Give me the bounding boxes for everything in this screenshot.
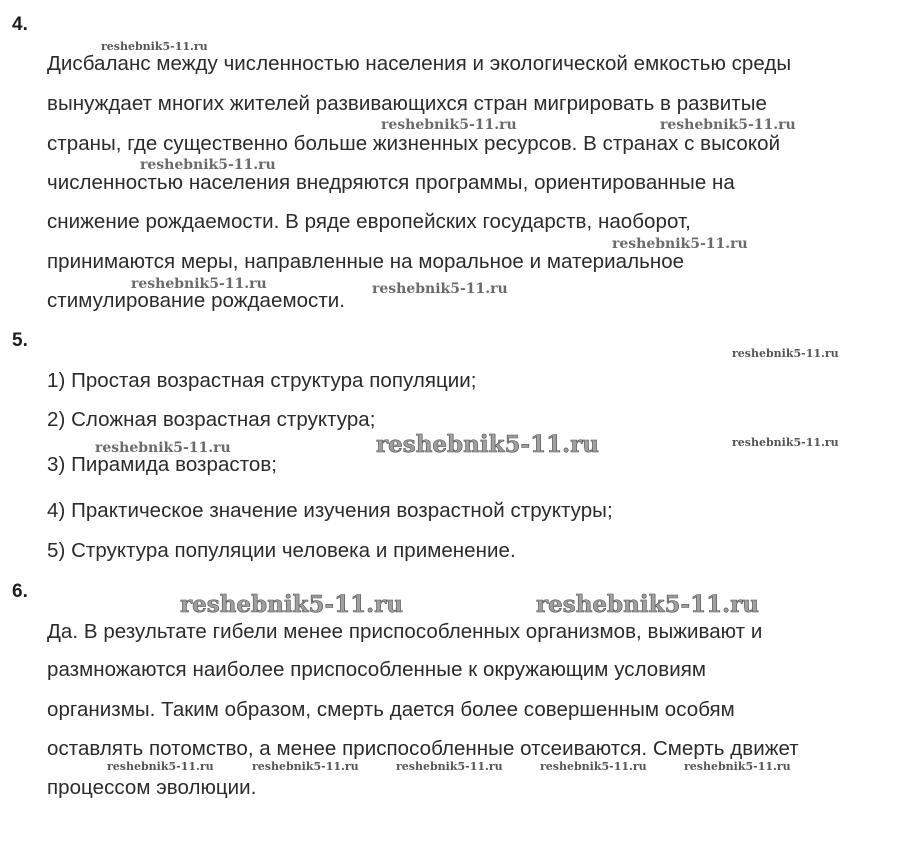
section-6-line-3: организмы. Таким образом, смерть дается более совершенным особям <box>47 698 735 721</box>
section-6-line-1: Да. В результате гибели менее приспособленных организмов, выживают и <box>47 620 763 643</box>
watermark: reshebnik5-11.ru <box>372 281 508 297</box>
section-number-5: 5. <box>12 330 28 351</box>
watermark: reshebnik5-11.ru <box>376 431 599 458</box>
watermark: reshebnik5-11.ru <box>107 760 214 773</box>
section-number-4: 4. <box>12 14 28 35</box>
watermark: reshebnik5-11.ru <box>540 760 647 773</box>
section-number-6: 6. <box>12 581 28 602</box>
section-5-item-3: 3) Пирамида возрастов; <box>47 453 278 476</box>
section-4-line-4: численностью населения внедряются программы, ориентированные на <box>47 171 735 194</box>
section-4-line-7: стимулирование рождаемости. <box>47 289 346 312</box>
watermark: reshebnik5-11.ru <box>180 591 403 618</box>
watermark: reshebnik5-11.ru <box>612 236 748 252</box>
watermark: reshebnik5-11.ru <box>140 157 276 173</box>
section-6-line-5: процессом эволюции. <box>47 776 257 799</box>
watermark: reshebnik5-11.ru <box>732 436 839 449</box>
section-5-item-4: 4) Практическое значение изучения возрастной структуры; <box>47 499 613 522</box>
watermark: reshebnik5-11.ru <box>131 276 267 292</box>
watermark: reshebnik5-11.ru <box>536 591 759 618</box>
watermark: reshebnik5-11.ru <box>684 760 791 773</box>
section-6-line-4: оставлять потомство, а менее приспособленные отсеиваются. Смерть движет <box>47 737 799 760</box>
section-4-line-2: вынуждает многих жителей развивающихся стран мигрировать в развитые <box>47 92 767 115</box>
section-5-item-5: 5) Структура популяции человека и применение. <box>47 539 516 562</box>
section-6-line-2: размножаются наиболее приспособленные к окружающим условиям <box>47 658 706 681</box>
watermark: reshebnik5-11.ru <box>101 40 208 53</box>
section-5-item-2: 2) Сложная возрастная структура; <box>47 408 376 431</box>
watermark: reshebnik5-11.ru <box>381 117 517 133</box>
watermark: reshebnik5-11.ru <box>95 440 231 456</box>
section-4-line-6: принимаются меры, направленные на моральное и материальное <box>47 250 685 273</box>
watermark: reshebnik5-11.ru <box>732 347 839 360</box>
section-4-line-1: Дисбаланс между численностью населения и экологической емкостью среды <box>47 52 792 75</box>
watermark: reshebnik5-11.ru <box>396 760 503 773</box>
watermark: reshebnik5-11.ru <box>252 760 359 773</box>
section-4-line-5: снижение рождаемости. В ряде европейских государств, наоборот, <box>47 210 691 233</box>
section-5-item-1: 1) Простая возрастная структура популяции; <box>47 369 477 392</box>
section-4-line-3: страны, где существенно больше жизненных ресурсов. В странах с высокой <box>47 132 781 155</box>
watermark: reshebnik5-11.ru <box>660 117 796 133</box>
